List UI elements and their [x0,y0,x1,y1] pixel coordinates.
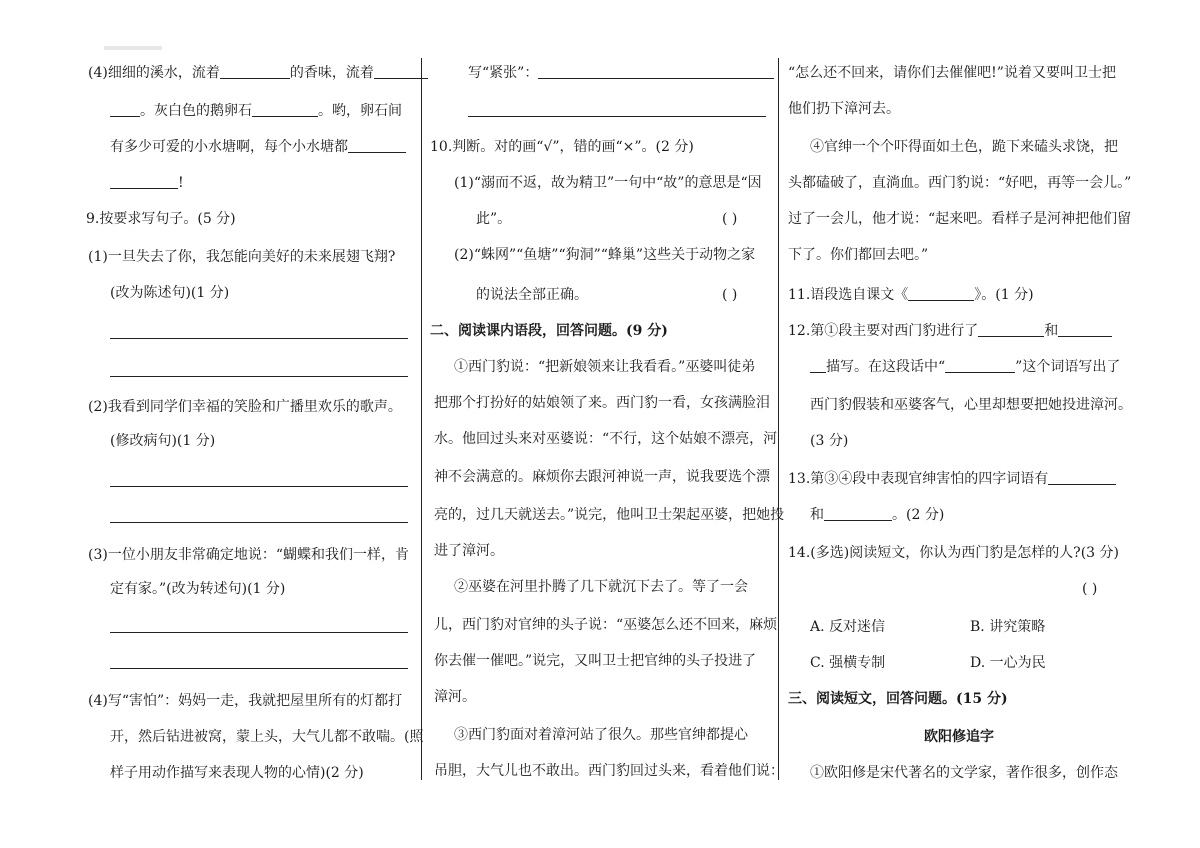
column-divider-left [421,58,422,780]
q9-4-answer-line-2[interactable] [468,116,766,117]
q11-text-a: 11.语段选自课文《 [788,287,909,303]
q14-option-a[interactable]: A. 反对迷信 [810,619,886,635]
column-2 [430,0,785,848]
passage-p4-line3: 过了一会儿，他才说：“起来吧。看样子是河神把他们留 [788,211,1132,227]
q8-4-text-c: 。灰白色的鹅卵石 [140,103,252,119]
q8-4-blank-5[interactable] [348,138,406,153]
passage-p3-line1: ③西门豹面对着漳河站了很久。那些官绅都提心 [454,727,748,743]
q9-4-line1: (4)写“害怕”：妈妈一走，我就把屋里所有的灯都打 [88,693,403,709]
q12-line3: 西门豹假装和巫婆客气，心里却想要把她投进漳河。 [810,397,1132,413]
passage-p3-line2: 吊胆，大气儿也不敢出。西门豹回过头来，看着他们说： [434,763,784,779]
column-1 [84,0,424,848]
passage-p1-line1: ①西门豹说：“把新娘领来让我看看。”巫婆叫徒弟 [454,359,756,375]
section-3-title: 三、阅读短文，回答问题。(15 分) [788,691,1008,707]
q8-4-blank-6[interactable] [110,174,178,189]
q8-4-text-e: 有多少可爱的小水塘啊，每个小水塘都 [110,139,348,155]
article-title: 欧阳修追字 [924,729,994,745]
passage-p1-line3: 水。他回过头来对巫婆说：“不行，这个姑娘不漂亮，河 [434,431,778,447]
q12-text-b: 和 [1044,323,1059,339]
q8-4-text-a: (4)细细的溪水，流着 [88,65,220,81]
passage-p3-line4: 他们扔下漳河去。 [788,101,900,117]
q8-4-text-b: 的香味，流着 [289,65,374,81]
q9-2-line2: (修改病句)(1 分) [110,433,216,449]
q9-2-answer-line-2[interactable] [110,522,408,523]
q9-1-answer-line-2[interactable] [110,376,408,377]
q11-blank[interactable] [908,286,974,301]
passage-p2-line3: 你去催一催吧。”说完，又叫卫士把官绅的头子投进了 [434,653,757,669]
passage-p2-line4: 漳河。 [434,689,476,705]
q9-3-answer-line-1[interactable] [110,632,408,633]
q8-4-blank-2[interactable] [374,64,428,79]
q9-4-answer-line-1[interactable] [538,64,774,79]
passage-p3-line3: “怎么还不回来，请你们去催催吧!”说着又要叫卫士把 [788,65,1116,81]
q9-4-write-label: 写“紧张”： [468,65,539,81]
q9-4-line4 [468,64,774,82]
q8-4-line3 [110,138,406,156]
passage-p1-line6: 进了漳河。 [434,543,504,559]
q9-1-line2: (改为陈述句)(1 分) [110,285,230,301]
q8-4-text-f: ! [178,175,184,191]
q10-title: 10.判断。对的画“√”，错的画“×”。(2 分) [430,139,694,155]
q12-blank-2[interactable] [1058,322,1112,337]
q12-blank-1[interactable] [978,322,1044,337]
q14-line1: 14.(多选)阅读短文，你认为西门豹是怎样的人?(3 分) [788,545,1119,561]
column-divider-right [778,58,779,780]
q9-4-line3: 样子用动作描写来表现人物的心情)(2 分) [110,765,364,781]
q13-line1 [788,470,1116,488]
q13-text-b: 和 [810,507,824,523]
column-3 [786,0,1136,848]
q12-blank-3[interactable] [810,358,826,373]
q8-4-line4 [110,174,184,192]
q12-line4: (3 分) [810,433,849,449]
passage-p4-line1: ④官绅一个个吓得面如土色，跪下来磕头求饶，把 [810,139,1118,155]
q10-1-answer-paren[interactable]: ( ) [722,211,738,227]
passage-p1-line2: 把那个打扮好的姑娘领了来。西门豹一看，女孩满脸泪 [434,395,770,411]
q8-4-blank-3[interactable] [110,102,140,117]
q10-2-line1: (2)“蛛网”“鱼塘”“狗洞”“蜂巢”这些关于动物之家 [454,247,756,263]
q9-title: 9.按要求写句子。(5 分) [86,211,236,227]
q8-4-line1 [88,64,428,82]
passage-p1-line4: 神不会满意的。麻烦你去跟河神说一声，说我要选个漂 [434,469,770,485]
q9-1-answer-line-1[interactable] [110,338,408,339]
q8-4-blank-4[interactable] [252,102,318,117]
q10-1-line2: 此”。 [476,211,512,227]
q13-blank-2[interactable] [824,506,892,521]
q8-4-text-d: 。哟，卵石间 [318,103,402,119]
passage-p4-line2: 头都磕破了，直淌血。西门豹说：“好吧，再等一会儿。” [788,175,1132,191]
passage-p4-line4: 下了。你们都回去吧。” [788,247,929,263]
q9-3-answer-line-2[interactable] [110,668,408,669]
q9-3-line2: 定有家。”(改为转述句)(1 分) [110,581,286,597]
section-2-title: 二、阅读课内语段，回答问题。(9 分) [430,323,668,339]
q12-text-d: ”这个词语写出了 [1015,359,1121,375]
q13-blank-1[interactable] [1048,470,1116,485]
q8-4-line2 [110,102,402,120]
q12-line2 [810,358,1120,376]
q9-2-answer-line-1[interactable] [110,486,408,487]
q10-2-line2: 的说法全部正确。 [476,287,588,303]
q8-4-blank-1[interactable] [220,64,290,79]
q14-answer-paren[interactable]: ( ) [1082,581,1098,597]
q13-text-c: 。(2 分) [892,507,945,523]
q14-option-c[interactable]: C. 强横专制 [810,655,886,671]
q9-3-line1: (3)一位小朋友非常确定地说：“蝴蝶和我们一样，肯 [88,547,409,563]
q9-4-line2: 开，然后钻进被窝，蒙上头，大气儿都不敢喘。(照 [110,729,424,745]
passage-p2-line1: ②巫婆在河里扑腾了几下就沉下去了。等了一会 [454,579,748,595]
q11-text-b: 》。(1 分) [974,287,1034,303]
q12-text-a: 12.第①段主要对西门豹进行了 [788,323,979,339]
q10-2-answer-paren[interactable]: ( ) [722,287,738,303]
q14-option-b[interactable]: B. 讲究策略 [970,619,1046,635]
q11-line [788,286,1034,304]
q12-text-c: 描写。在这段话中“ [826,359,946,375]
q12-blank-4[interactable] [945,358,1015,373]
q13-line2 [810,506,944,524]
passage-p1-line5: 亮的，过几天就送去。”说完，他叫卫士架起巫婆，把她投 [434,507,785,523]
q9-2-line1: (2)我看到同学们幸福的笑脸和广播里欢乐的歌声。 [88,399,402,415]
q14-option-d[interactable]: D. 一心为民 [970,655,1046,671]
q10-1-line1: (1)“溺而不返，故为精卫”一句中“故”的意思是“因 [454,175,762,191]
q9-1-line1: (1)一旦失去了你，我怎能向美好的未来展翅飞翔? [88,249,396,265]
q12-line1 [788,322,1112,340]
article-line1: ①欧阳修是宋代著名的文学家，著作很多，创作态 [810,765,1118,781]
passage-p2-line2: 儿，西门豹对官绅的头子说：“巫婆怎么还不回来，麻烦 [434,617,778,633]
q13-text-a: 13.第③④段中表现官绅害怕的四字词语有 [788,471,1049,487]
